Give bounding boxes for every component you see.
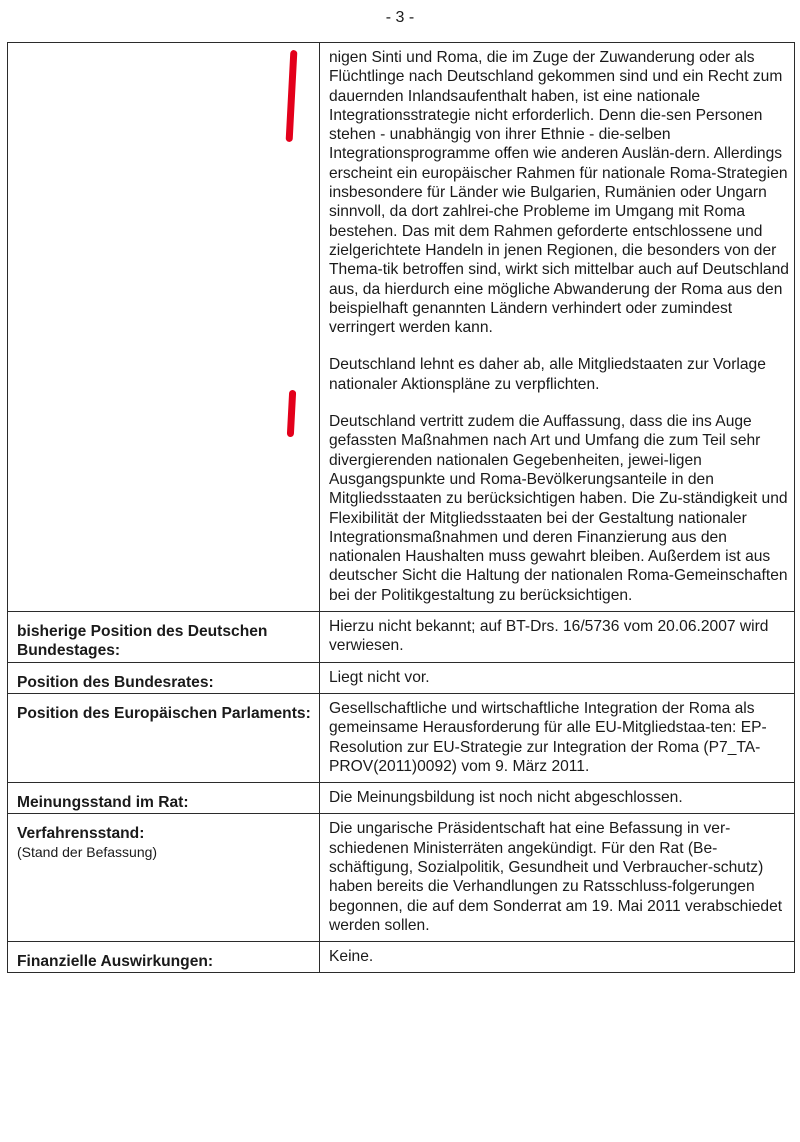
table-row xyxy=(8,662,795,693)
page-number: - 3 - xyxy=(385,9,415,26)
row-value-cell xyxy=(320,693,795,782)
intro-text-cell xyxy=(320,43,795,612)
row-label-cell xyxy=(8,783,320,814)
row-value-cell xyxy=(320,612,795,663)
paragraph-flexibility: Deutschland vertritt zudem die Auffassung, dass die ins Auge gefassten Maßnahmen nach Art und Umfang die zum Teil sehr divergierenden nationalen Gegebenheiten, jewei-ligen Ausgangspunkte und Roma-Bevölkerungsanteile in den Mitgliedsstaaten zu berücksichtigen haben. Die Zu-ständigkeit und Flexibilität der Mitgliedsstaaten bei der Gestaltung nationaler Integrationsmaßnahmen und deren Finanzierung aus den nationalen Haushalten muss gewahrt bleiben. Außerdem ist aus deutscher Sicht die Haltung der nationalen Roma-Gemeinschaften bei der Politikgestaltung zu berücksichtigen. xyxy=(329,413,788,604)
position-table xyxy=(7,42,795,973)
row-value: Die Meinungsbildung ist noch nicht abgeschlossen. xyxy=(329,789,683,807)
row-value: Gesellschaftliche und wirtschaftliche Integration der Roma als gemeinsame Herausforderung für alle EU-Mitgliedstaa-ten: EP-Resolution zur EU-Strategie zur Integration der Roma (P7_TA-PROV(2011)0092) vom 9. März 2011. xyxy=(329,699,767,775)
table-row xyxy=(8,693,795,782)
row-value: Hierzu nicht bekannt; auf BT-Drs. 16/5736 vom 20.06.2007 wird verwiesen. xyxy=(329,618,769,655)
table-row xyxy=(8,612,795,663)
table-row-intro xyxy=(8,43,795,612)
paragraph-rejection: Deutschland lehnt es daher ab, alle Mitgliedstaaten zur Vorlage nationaler Aktionspläne zu verpflichten. xyxy=(329,356,766,393)
row-label-cell xyxy=(8,662,320,693)
paragraph-integration: nigen Sinti und Roma, die im Zuge der Zuwanderung oder als Flüchtlinge nach Deutschland gekommen sind und ein Recht zum dauernden Inlandsaufenthalt haben, ist eine nationale Integrationsstrategie nicht erforderlich. Denn die-sen Personen stehen - unabhängig von ihrer Ethnie - die-selben Integrationsprogramme offen wie anderen Auslän-dern. Allerdings erscheint ein europäischer Rahmen für nationale Roma-Strategien insbesondere für Länder wie Bulgarien, Rumänien oder Ungarn sinnvoll, da dort zahlrei-che Probleme im Umgang mit Roma bestehen. Das mit dem Rahmen geforderte entschlossene und zielgerichtete Handeln in jenen Regionen, die besonders von der Thema-tik betroffen sind, wirkt sich mittelbar auch auf Deutschland aus, da hierdurch eine mögliche Abwanderung der Roma aus den beispielhaft genannten Ländern verhindert oder zumindest verringert werden kann. xyxy=(329,49,789,337)
intro-label-cell xyxy=(8,43,320,612)
row-value: Keine. xyxy=(329,948,374,966)
row-label-cell xyxy=(8,942,320,973)
row-value-cell xyxy=(320,942,795,973)
row-value-cell xyxy=(320,662,795,693)
row-label-cell xyxy=(8,814,320,942)
row-label-cell xyxy=(8,612,320,663)
row-value-cell xyxy=(320,783,795,814)
row-label-cell xyxy=(8,693,320,782)
row-value: Liegt nicht vor. xyxy=(329,668,430,686)
table-row xyxy=(8,942,795,973)
table-row xyxy=(8,783,795,814)
row-value-cell xyxy=(320,814,795,942)
row-label: Position des Europäischen Parlaments: xyxy=(17,704,311,722)
table-row xyxy=(8,814,795,942)
row-label: bisherige Position des Deutschen Bundestages: xyxy=(17,623,268,660)
row-label: Verfahrensstand: xyxy=(17,825,145,843)
row-label: Position des Bundesrates: xyxy=(17,673,214,691)
row-label: Finanzielle Auswirkungen: xyxy=(17,953,214,971)
row-sublabel: (Stand der Befassung) xyxy=(17,843,158,860)
row-label: Meinungsstand im Rat: xyxy=(17,794,189,812)
row-value: Die ungarische Präsidentschaft hat eine Befassung in ver-schiedenen Ministerräten angekündigt. Für den Rat (Be-schäftigung, Sozialpolitik, Gesundheit und Verbraucher-schutz) haben bereits die Verhandlungen zu Ratsschluss-folgerungen begonnen, die auf dem Sonderrat am 19. Mai 2011 verabschiedet werden sollen. xyxy=(329,820,783,934)
